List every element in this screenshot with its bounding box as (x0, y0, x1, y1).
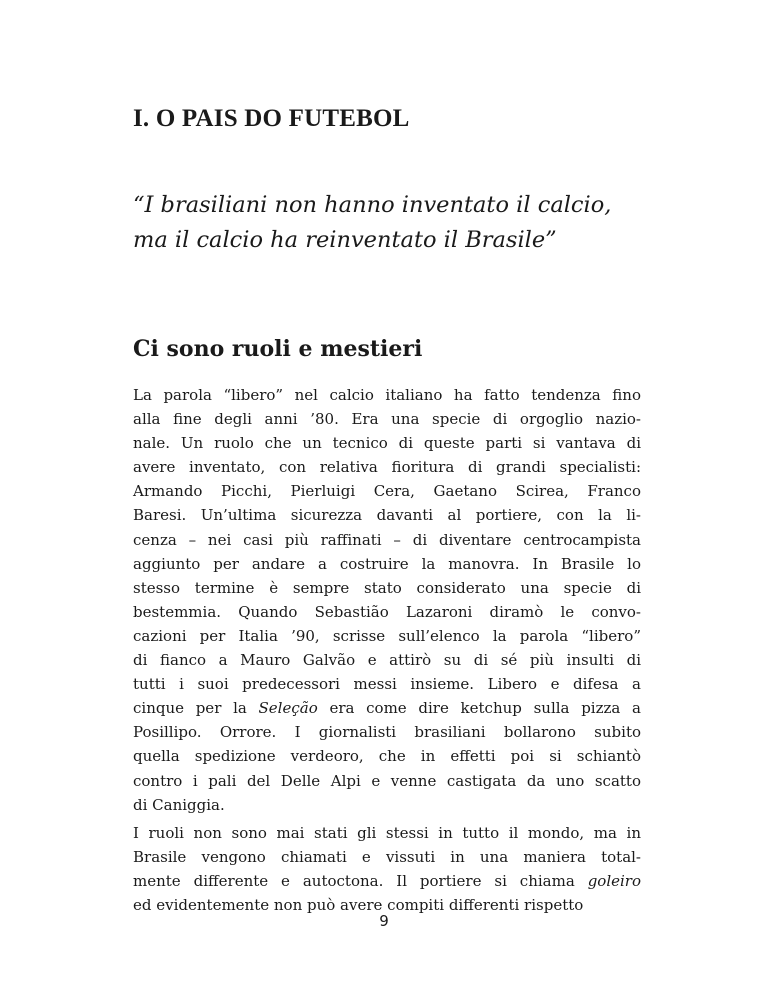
text-line: La parola “libero” nel calcio italiano ha fatto tendenza fino (133, 386, 641, 404)
text-line: Armando Picchi, Pierluigi Cera, Gaetano Scirea, Franco (133, 482, 641, 501)
section-title: Ci sono ruoli e mestieri (133, 336, 423, 362)
text-line: bestemmia. Quando Sebastião Lazaroni diramò le convo- (133, 602, 641, 621)
text-line: contro i pali del Delle Alpi e venne castigata da uno scatto (133, 771, 641, 790)
italic-term: goleiro (587, 872, 641, 891)
text-fragment: era come dire ketchup sulla pizza a (317, 699, 641, 718)
epigraph-line: “I brasiliani non hanno inventato il calcio, (133, 192, 612, 218)
text-line: di Caniggia. (133, 795, 225, 814)
text-line: tutti i suoi predecessori messi insieme. Libero e difesa a (133, 675, 641, 694)
epigraph (133, 188, 693, 258)
text-line (133, 696, 641, 720)
body-paragraph-1 (133, 383, 641, 817)
text-fragment: mente differente e autoctona. Il portiere si chiama (133, 872, 588, 891)
text-line (133, 869, 641, 893)
text-line: ed evidentemente non può avere compiti differenti rispetto (133, 896, 584, 915)
text-line: cazioni per Italia ’90, scrisse sull’elenco la parola “libero” (133, 626, 641, 645)
text-line: stesso termine è sempre stato considerato una specie di (133, 578, 641, 597)
page-number: 9 (379, 912, 389, 930)
text-line: I ruoli non sono mai stati gli stessi in tutto il mondo, ma in (133, 824, 641, 842)
text-line: aggiunto per andare a costruire la manovra. In Brasile lo (133, 554, 641, 573)
text-line: Baresi. Un’ultima sicurezza davanti al portiere, con la li- (133, 506, 641, 525)
body-paragraph-2 (133, 821, 641, 917)
text-line: Posillipo. Orrore. I giornalisti brasiliani bollarono subito (133, 723, 641, 742)
italic-term: Seleção (258, 699, 318, 718)
text-line: avere inventato, con relativa fioritura di grandi specialisti: (133, 458, 641, 477)
text-line: di fianco a Mauro Galvão e attirò su di sé più insulti di (133, 651, 641, 670)
text-fragment: cinque per la (133, 699, 259, 718)
text-line: alla fine degli anni ’80. Era una specie di orgoglio nazio- (133, 410, 641, 429)
chapter-title: I. O PAIS DO FUTEBOL (133, 105, 410, 132)
text-line: quella spedizione verdeoro, che in effetti poi si schiantò (133, 747, 641, 766)
text-line: nale. Un ruolo che un tecnico di queste parti si vantava di (133, 434, 641, 453)
text-line: Brasile vengono chiamati e vissuti in una maniera total- (133, 848, 641, 867)
text-line: cenza – nei casi più raffinati – di diventare centrocampista (133, 530, 641, 549)
epigraph-line: ma il calcio ha reinventato il Brasile” (133, 227, 557, 253)
